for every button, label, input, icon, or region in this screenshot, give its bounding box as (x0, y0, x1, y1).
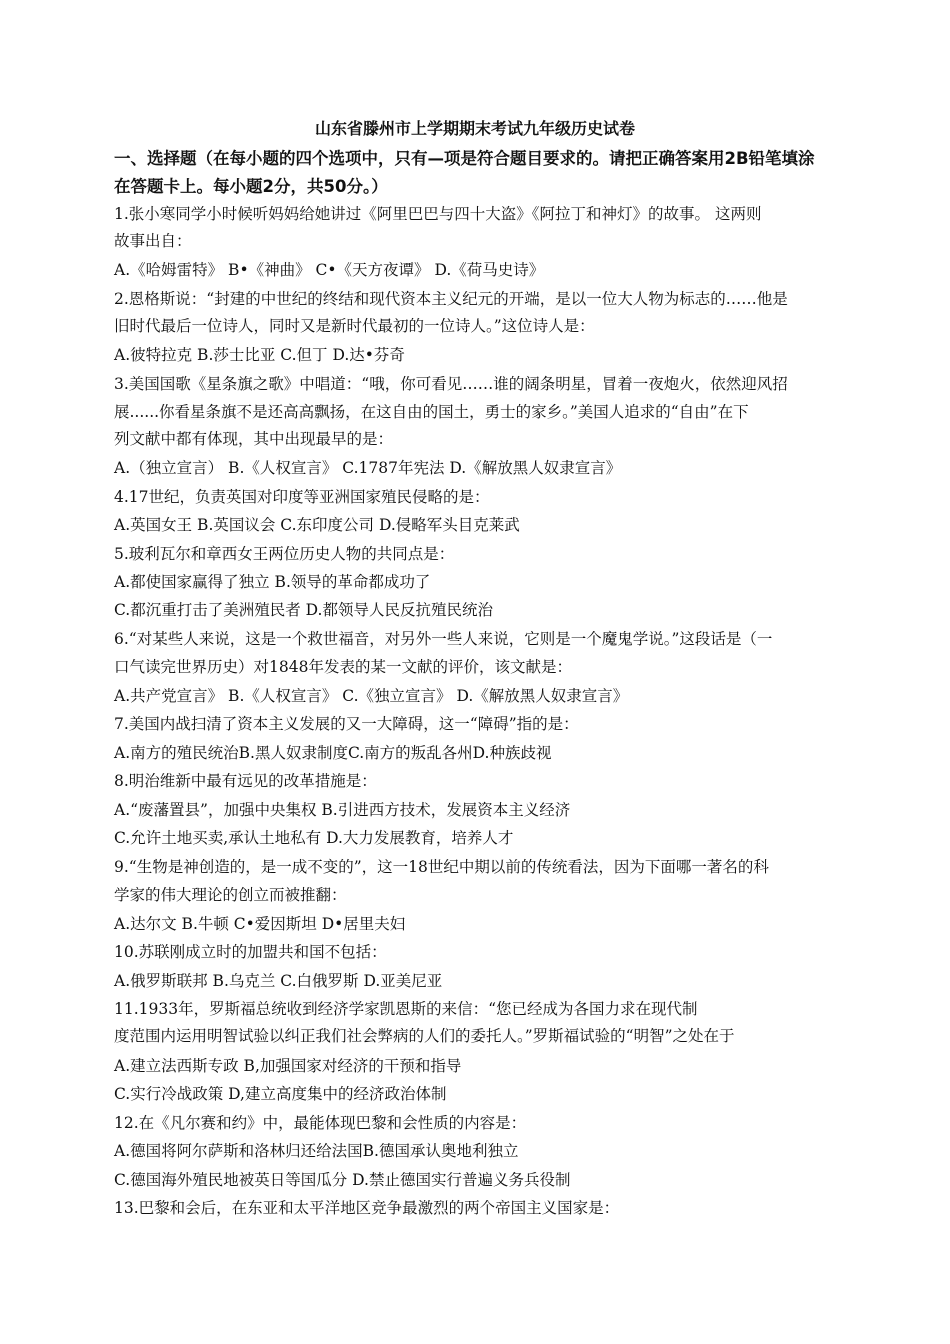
section-header-line-2: 在答题卡上。每小题2分，共50分。） (114, 177, 388, 196)
question-9-options: A.达尔文 B.牛顿 C•爱因斯坦 D•居里夫妇 (114, 915, 406, 933)
section-header-line-1: 一、选择题（在每小题的四个选项中，只有—项是符合题目要求的。请把正确答案用2B铅笔填涂 (114, 149, 815, 168)
question-7-stem: 7.美国内战扫清了资本主义发展的又一大障碍，这一“障碍”指的是： (114, 715, 579, 733)
question-1-stem: 1.张小寒同学小时候听妈妈给她讲过《阿里巴巴与四十大盗》《阿拉丁和神灯》的故事。 这两则 (114, 205, 762, 223)
question-11-stem-cont: 度范围内运用明智试验以纠正我们社会弊病的人们的委托人。”罗斯福试验的“明智”之处在于 (114, 1027, 735, 1045)
question-11-options-1: A.建立法西斯专政 B,加强国家对经济的干预和指导 (114, 1057, 462, 1075)
question-10-options: A.俄罗斯联邦 B.乌克兰 C.白俄罗斯 D.亚美尼亚 (114, 972, 443, 990)
question-9-stem: 9.“生物是神创造的，是一成不变的”，这一18世纪中期以前的传统看法，因为下面哪一著名的科 (114, 858, 769, 876)
question-13-stem: 13.巴黎和会后，在东亚和太平洋地区竞争最激烈的两个帝国主义国家是： (114, 1199, 620, 1217)
question-5-options-2: C.都沉重打击了美洲殖民者 D.都领导人民反抗殖民统治 (114, 601, 493, 619)
question-12-options-1: A.德国将阿尔萨斯和洛林归还给法国B.德国承认奥地利独立 (114, 1142, 519, 1160)
question-4-options: A.英国女王 B.英国议会 C.东印度公司 D.侵略军头目克莱武 (114, 516, 520, 534)
question-2-stem: 2.恩格斯说：“封建的中世纪的终结和现代资本主义纪元的开端，是以一位大人物为标志的……他是 (114, 290, 788, 308)
question-2-stem-cont: 旧时代最后一位诗人，同时又是新时代最初的一位诗人。”这位诗人是： (114, 317, 595, 335)
question-8-options-1: A.“废藩置县”，加强中央集权 B.引进西方技术，发展资本主义经济 (114, 801, 571, 819)
question-10-stem: 10.苏联刚成立时的加盟共和国不包括： (114, 943, 387, 961)
question-3-stem-cont-2: 列文献中都有体现，其中出现最早的是： (114, 430, 394, 448)
question-5-options-1: A.都使国家赢得了独立 B.领导的革命都成功了 (114, 573, 431, 591)
question-3-stem: 3.美国国歌《星条旗之歌》中唱道：“哦，你可看见……谁的阔条明星，冒着一夜炮火，依然迎风招 (114, 375, 788, 393)
question-3-stem-cont: 展......你看星条旗不是还高高飘扬，在这自由的国土，勇士的家乡。”美国人追求的“自由”在下 (114, 403, 749, 421)
question-12-stem: 12.在《凡尔赛和约》中，最能体现巴黎和会性质的内容是： (114, 1114, 527, 1132)
question-2-options: A.彼特拉克 B.莎士比亚 C.但丁 D.达•芬奇 (114, 346, 405, 364)
question-1-stem-cont: 故事出自： (114, 232, 192, 250)
question-9-stem-cont: 学家的伟大理论的创立而被推翻： (114, 886, 347, 904)
question-12-options-2: C.德国海外殖民地被英日等国瓜分 D.禁止德国实行普遍义务兵役制 (114, 1171, 571, 1189)
question-8-options-2: C.允许土地买卖,承认土地私有 D.大力发展教育，培养人才 (114, 829, 514, 847)
section-header (114, 145, 840, 201)
question-1-options: A.《哈姆雷特》 B•《神曲》 C•《天方夜谭》 D.《荷马史诗》 (114, 261, 545, 279)
question-7-options: A.南方的殖民统治B.黑人奴隶制度C.南方的叛乱各州D.种族歧视 (114, 744, 552, 762)
question-11-stem: 11.1933年，罗斯福总统收到经济学家凯恩斯的来信：“您已经成为各国力求在现代制 (114, 1000, 698, 1018)
question-8-stem: 8.明治维新中最有远见的改革措施是： (114, 772, 377, 790)
question-6-stem: 6.“对某些人来说，这是一个救世福音，对另外一些人来说，它则是一个魔鬼学说。”这段话是（一 (114, 630, 773, 648)
question-6-options: A.共产党宣言》 B.《人权宣言》 C.《独立宣言》 D.《解放黑人奴隶宣言》 (114, 687, 629, 705)
question-4-stem: 4.17世纪，负责英国对印度等亚洲国家殖民侵略的是： (114, 488, 490, 506)
question-6-stem-cont: 口气读完世界历史）对1848年发表的某一文献的评价，该文献是： (114, 658, 572, 676)
question-11-options-2: C.实行冷战政策 D,建立高度集中的经济政治体制 (114, 1085, 447, 1103)
exam-title: 山东省滕州市上学期期末考试九年级历史试卷 (314, 119, 635, 138)
question-5-stem: 5.玻利瓦尔和章西女王两位历史人物的共同点是： (114, 545, 455, 563)
question-3-options: A.（独立宣言） B.《人权宣言》 C.1787年宪法 D.《解放黑人奴隶宣言》 (114, 459, 622, 477)
